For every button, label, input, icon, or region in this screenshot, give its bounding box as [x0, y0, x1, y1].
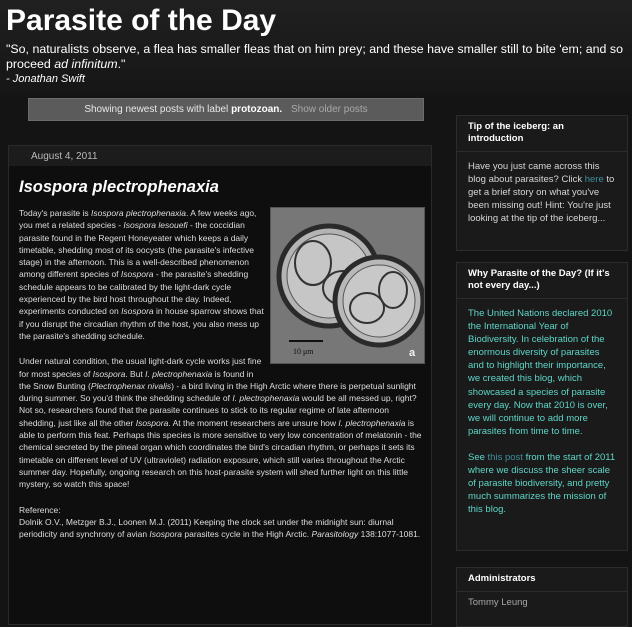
quote-text: "So, naturalists observe, a flea has smaller fleas that on him prey; and these have smaller still to bite 'em; and so proceed — [6, 42, 623, 71]
post-title[interactable]: Isospora plectrophenaxia — [19, 178, 219, 196]
quote-author: - Jonathan Swift — [6, 73, 85, 85]
status-label: protozoan. — [231, 104, 283, 115]
post — [8, 145, 432, 625]
quote-end: ." — [117, 57, 126, 71]
why-title: Why Parasite of the Day? (If it's not every day...) — [457, 263, 627, 299]
micrograph-image — [271, 208, 424, 363]
admins-title: Administrators — [457, 568, 627, 592]
post-date: August 4, 2011 — [9, 146, 431, 166]
blog-title[interactable]: Parasite of the Day — [6, 4, 277, 37]
why-paragraph-2: See this post from the start of 2011 where we discuss the sheer scale of parasite biodiversity, and pretty much summarizes the mission of this blog. — [468, 451, 616, 516]
admin-tommy-leung[interactable]: Tommy Leung — [468, 597, 528, 608]
isospora-micrograph[interactable] — [270, 207, 425, 364]
blog-header — [0, 0, 632, 94]
post-paragraph-2: Under natural condition, the usual light-dark cycle works just fine for most species of Isospora. But I. plectrophenaxia is found in the Snow Bunting (Plectrophenax nivalis) - a bird living in the High Arctic where there is perpetual sunlight during summer. So you'd think the shedding schedule of I. plectrophenaxia would be all messed up, right? Not so, researchers found that the parasite continues to stick to its regular regime of late afternoon shedding, just like all the other Isospora. At the moment researchers are unsure how I. plectrophenaxia is able to perform this feat. Perhaps this species is more sensitive to very low concentration of melatonin - the chemical secreted by the pineal organ which coordinates the bird's circadian rhythm, or perhaps it sets its timetable on different level of UV (ultraviolet) radiation exposure, which still varies throughout the Arctic summer day. Hopefully, ongoing research on this host-parasite system will shed further light on this little mystery, so watch this space! — [19, 356, 422, 490]
post-reference: Reference: Dolnik O.V., Metzger B.J., Loonen M.J. (2011) Keeping the clock set under the midnight sun: diurnal periodicity and synchrony of avian Isospora parasites cycle in the High Arctic. Parasitology 138:1077-1081. — [19, 504, 421, 540]
iceberg-body: Have you just came across this blog about parasites? Click here to get a brief story on what you've been missing out! Hint: You're just looking at the tip of the iceberg... — [468, 161, 615, 225]
panel-letter: a — [409, 347, 416, 359]
sidebar-why-widget — [456, 262, 628, 551]
quote-italic: ad infinitum — [54, 57, 118, 71]
iceberg-here-link[interactable]: here — [584, 174, 604, 186]
post-paragraph-1: Today's parasite is Isospora plectrophenaxia. A few weeks ago, you met a related species - Isospora lesouefi - the coccidian parasite found in the Regent Honeyeater which keeps a daily timetable, shedding most of its oocysts (the parasite's infective stage) in the afternoon. This is a well-described phenomenon among different species of Isospora - the parasite's shedding schedule appears to be calibrated by the light-dark cycle experienced by the bird host throughout the day. Indeed, experiments conducted on Isospora in house sparrow shows that if you disrupt the circadian rhythm of the host, you also mess up the parasite's shedding schedule. — [19, 208, 264, 341]
status-prefix: Showing newest posts with label — [84, 104, 229, 115]
sidebar-admins-widget — [456, 567, 628, 627]
sidebar-iceberg-widget — [456, 115, 628, 251]
this-post-link[interactable]: this post — [487, 451, 523, 463]
show-older-posts-link[interactable]: Show older posts — [290, 104, 368, 115]
why-body — [457, 299, 627, 537]
why-paragraph-1: The United Nations declared 2010 the International Year of Biodiversity. In celebration of the enormous diversity of parasites and to highlight their importance, we created this blog, which showcased a species of parasite every day. Now that 2010 is over, we will continue to add more parasites from time to time. — [468, 308, 613, 437]
reference-heading: Reference: — [19, 504, 61, 515]
blog-description — [6, 42, 628, 87]
post-body — [19, 207, 425, 553]
scale-label: 10 μm — [293, 347, 314, 356]
iceberg-title: Tip of the iceberg: an introduction — [457, 116, 627, 152]
label-status-bar — [28, 98, 424, 121]
